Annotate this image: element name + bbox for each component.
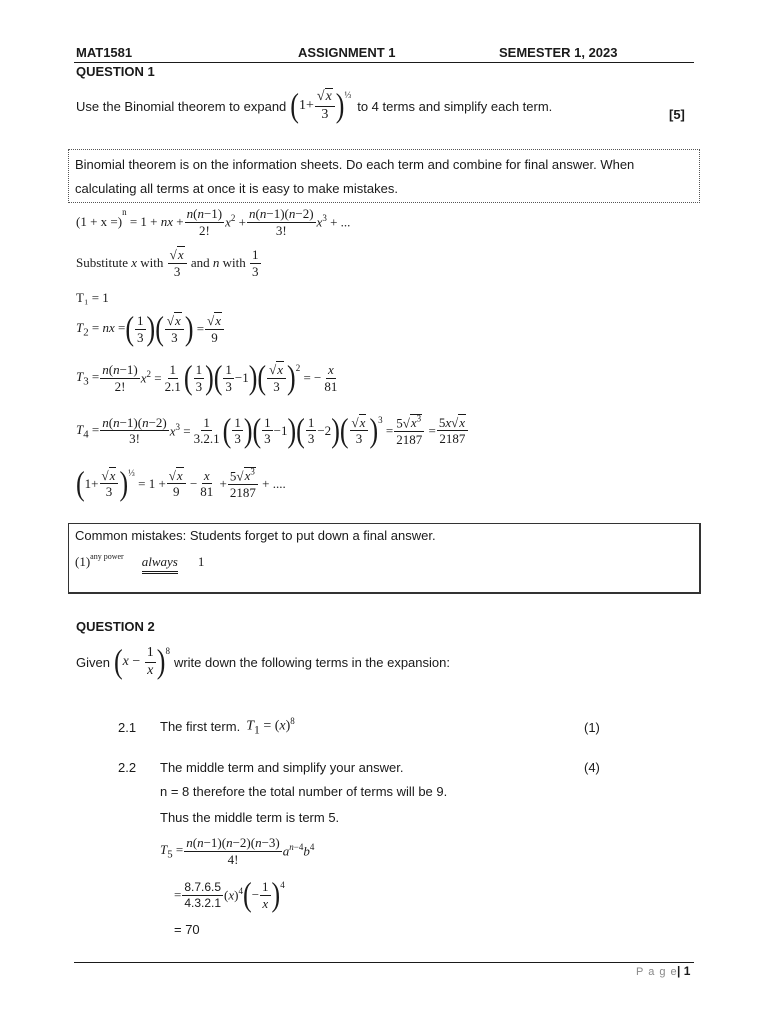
common-mistakes-box	[68, 523, 701, 594]
common-mistakes-formula: (1) any power always 1	[75, 554, 204, 574]
course-code: MAT1581	[76, 45, 133, 60]
item-2-2-number: 2.2	[118, 760, 137, 775]
page-label: P a g e	[636, 966, 678, 978]
prompt-text-post: to 4 terms and simplify each term.	[357, 98, 553, 114]
header-rule	[74, 62, 694, 63]
item-2-2-marks: (4)	[584, 760, 600, 775]
item-2-2-text: The middle term and simplify your answer.	[160, 760, 404, 775]
page-number: | 1	[677, 964, 691, 978]
common-mistakes-text: Common mistakes: Students forget to put down a final answer.	[75, 528, 436, 543]
note-box	[68, 149, 700, 203]
item-2-2-line-1: n = 8 therefore the total number of terms will be 9.	[160, 784, 448, 799]
term-1: T₁ = 1	[76, 290, 109, 305]
term-5-result: = 70	[174, 922, 200, 937]
term-5-evaluation: = $\frac{8.7.6.5}{4.3.2.1}$ $(x)^4$ ( − $\frac{1}{x}$ ) $^4$	[174, 875, 285, 914]
item-2-1-number: 2.1	[118, 720, 137, 735]
item-2-1: The first term. $T_1 = (x)^8$	[160, 716, 295, 737]
expression-to-expand: ( 1+ $\frac{√x}{3}$ ) $^{\frac{1}{3}}$	[290, 86, 352, 125]
question-1-marks: [5]	[669, 107, 685, 122]
term-2: $T_2$ = nx = ( $\frac{1}{3}$ ) ( $\frac{√x}{3}$ ) = $\frac{√x}{9}$	[76, 314, 225, 344]
question-2-prompt: Given ( x − $\frac{1}{x}$ ) $^8$ write down the following terms in the expansion:	[76, 642, 450, 681]
note-text: Binomial theorem is on the information sheets. Do each term and combine for final answer. When calculating all terms at once it is easy to make mistakes.	[75, 157, 635, 196]
binomial-formula: (1 + x =) $^n$ = 1 + nx + $\frac{n(n-1)}{2!}$ $x^2$ + $\frac{n(n-1)(n-2)}{3!}$ $x^3$ + ...	[76, 206, 351, 238]
question-1-prompt	[76, 86, 553, 125]
term-5-formula: $T_5$ = $\frac{n(n-1)(n-2)(n-3)}{4!}$ $a^{n-4}b^4$	[160, 835, 315, 867]
footer-rule	[74, 962, 694, 963]
term-4: $T_4$ = $\frac{n(n-1)(n-2)}{3!}$ $x^3$ = $\frac{1}{3.2.1}$ ( $\frac{1}{3}$ ) ( $\frac{1}{3}$ −1 ) ( $\frac{1}{3}$ −2 ) ( $\frac{√x}{3}$ ) $^3$ = $\frac{5√x^3}{2187}$ = $\frac{5x√x}{2187}$	[76, 415, 469, 447]
question-1-title: QUESTION 1	[76, 64, 155, 79]
item-2-1-marks: (1)	[584, 720, 600, 735]
formula-lhs: (1 + x =)	[76, 214, 123, 230]
term-3: $T_3$ = $\frac{n(n-1)}{2!}$ $x^2$ = $\frac{1}{2.1}$ ( $\frac{1}{3}$ ) ( $\frac{1}{3}$ −1 ) ( $\frac{√x}{3}$ ) $^2$ = − $\frac{x}{81}$	[76, 358, 338, 397]
always-label: always	[142, 554, 178, 574]
final-expansion: ( 1+ $\frac{√x}{3}$ ) $^{\frac{1}{3}}$ = 1 + $\frac{√x}{9}$ − $\frac{x}{81}$ + $\frac{5√x^3}{2187}$ + ....	[76, 464, 286, 502]
assignment-title: ASSIGNMENT 1	[298, 45, 396, 60]
semester-label: SEMESTER 1, 2023	[499, 45, 618, 60]
question-2-title: QUESTION 2	[76, 619, 155, 634]
item-2-2-line-2: Thus the middle term is term 5.	[160, 810, 340, 825]
prompt-text-pre: Use the Binomial theorem to expand	[76, 98, 287, 114]
substitution-line: Substitute x with $\frac{√x}{3}$ and n with $\frac{1}{3}$	[76, 247, 259, 279]
question-2-expression: ( x − $\frac{1}{x}$ ) $^8$	[113, 642, 170, 681]
